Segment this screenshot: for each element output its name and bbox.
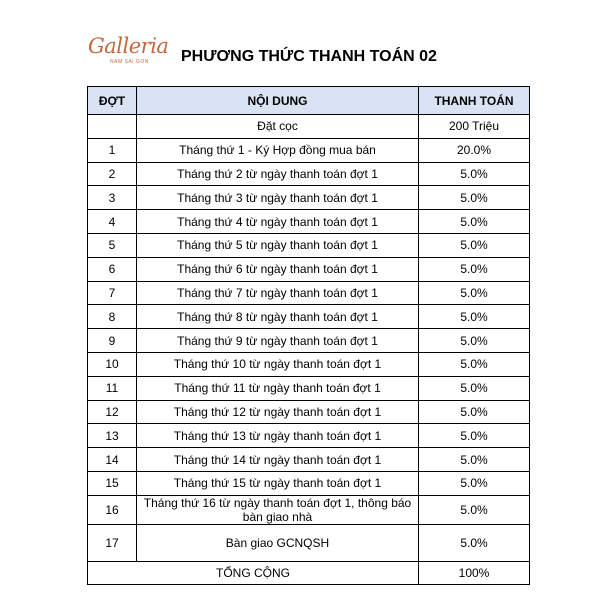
cell-content: Tháng thứ 5 từ ngày thanh toán đợt 1 [137,233,419,257]
table-row [88,257,530,281]
table-row [88,210,530,234]
cell-dot: 3 [88,186,137,210]
cell-dot: 2 [88,162,137,186]
cell-content: Đặt cọc [137,115,419,139]
table-row [88,495,530,524]
cell-dot: 16 [88,495,137,524]
cell-payment: 5.0% [419,162,530,186]
cell-dot: 5 [88,233,137,257]
cell-payment: 5.0% [419,448,530,472]
cell-payment: 5.0% [419,305,530,329]
cell-content: Tháng thứ 15 từ ngày thanh toán đợt 1 [137,471,419,495]
table-row [88,352,530,376]
cell-content: Bàn giao GCNQSH [137,524,419,561]
cell-content: Tháng thứ 2 từ ngày thanh toán đợt 1 [137,162,419,186]
total-row [88,561,530,584]
header-payment: THANH TOÁN [419,87,530,115]
table-row [88,233,530,257]
cell-content: Tháng thứ 3 từ ngày thanh toán đợt 1 [137,186,419,210]
cell-payment: 5.0% [419,424,530,448]
table-row [88,424,530,448]
cell-content: Tháng thứ 9 từ ngày thanh toán đợt 1 [137,329,419,353]
cell-payment: 5.0% [419,495,530,524]
brand-tagline: NAM SAI GON [110,59,149,65]
cell-dot: 9 [88,329,137,353]
table-row [88,162,530,186]
brand-logo [88,34,178,68]
cell-content: Tháng thứ 14 từ ngày thanh toán đợt 1 [137,448,419,472]
cell-payment: 5.0% [419,352,530,376]
cell-payment: 5.0% [419,233,530,257]
table-row [88,376,530,400]
cell-dot: 7 [88,281,137,305]
table-row [88,115,530,139]
header-row [88,87,530,115]
cell-content: Tháng thứ 7 từ ngày thanh toán đợt 1 [137,281,419,305]
cell-payment: 5.0% [419,281,530,305]
cell-payment: 20.0% [419,138,530,162]
cell-dot: 10 [88,352,137,376]
table-row [88,329,530,353]
cell-dot [88,115,137,139]
table-row [88,471,530,495]
cell-payment: 5.0% [419,329,530,353]
table-row [88,186,530,210]
cell-dot: 6 [88,257,137,281]
cell-dot: 13 [88,424,137,448]
cell-content: Tháng thứ 12 từ ngày thanh toán đợt 1 [137,400,419,424]
cell-content: Tháng thứ 10 từ ngày thanh toán đợt 1 [137,352,419,376]
table-row [88,400,530,424]
header-content: NỘI DUNG [137,87,419,115]
cell-dot: 1 [88,138,137,162]
cell-content: Tháng thứ 16 từ ngày thanh toán đợt 1, thông báo bàn giao nhà [137,495,419,524]
cell-dot: 12 [88,400,137,424]
cell-content: Tháng thứ 1 - Ký Hợp đồng mua bán [137,138,419,162]
page-title: PHƯƠNG THỨC THANH TOÁN 02 [181,48,437,65]
brand-name: Galleria [88,34,169,58]
cell-dot: 8 [88,305,137,329]
cell-dot: 14 [88,448,137,472]
cell-payment: 5.0% [419,186,530,210]
cell-dot: 4 [88,210,137,234]
cell-content: Tháng thứ 13 từ ngày thanh toán đợt 1 [137,424,419,448]
table-row [88,524,530,561]
cell-payment: 5.0% [419,210,530,234]
table-row [88,281,530,305]
cell-dot: 15 [88,471,137,495]
total-label: TỔNG CỘNG [88,561,419,584]
cell-content: Tháng thứ 6 từ ngày thanh toán đợt 1 [137,257,419,281]
cell-payment: 5.0% [419,471,530,495]
cell-payment: 200 Triệu [419,115,530,139]
total-value: 100% [419,561,530,584]
payment-table [87,86,530,585]
table-row [88,448,530,472]
cell-payment: 5.0% [419,376,530,400]
table-row [88,305,530,329]
cell-content: Tháng thứ 4 từ ngày thanh toán đợt 1 [137,210,419,234]
table-row [88,138,530,162]
cell-payment: 5.0% [419,524,530,561]
cell-content: Tháng thứ 11 từ ngày thanh toán đợt 1 [137,376,419,400]
cell-content: Tháng thứ 8 từ ngày thanh toán đợt 1 [137,305,419,329]
cell-payment: 5.0% [419,400,530,424]
cell-dot: 17 [88,524,137,561]
cell-payment: 5.0% [419,257,530,281]
header-dot: ĐỢT [88,87,137,115]
cell-dot: 11 [88,376,137,400]
